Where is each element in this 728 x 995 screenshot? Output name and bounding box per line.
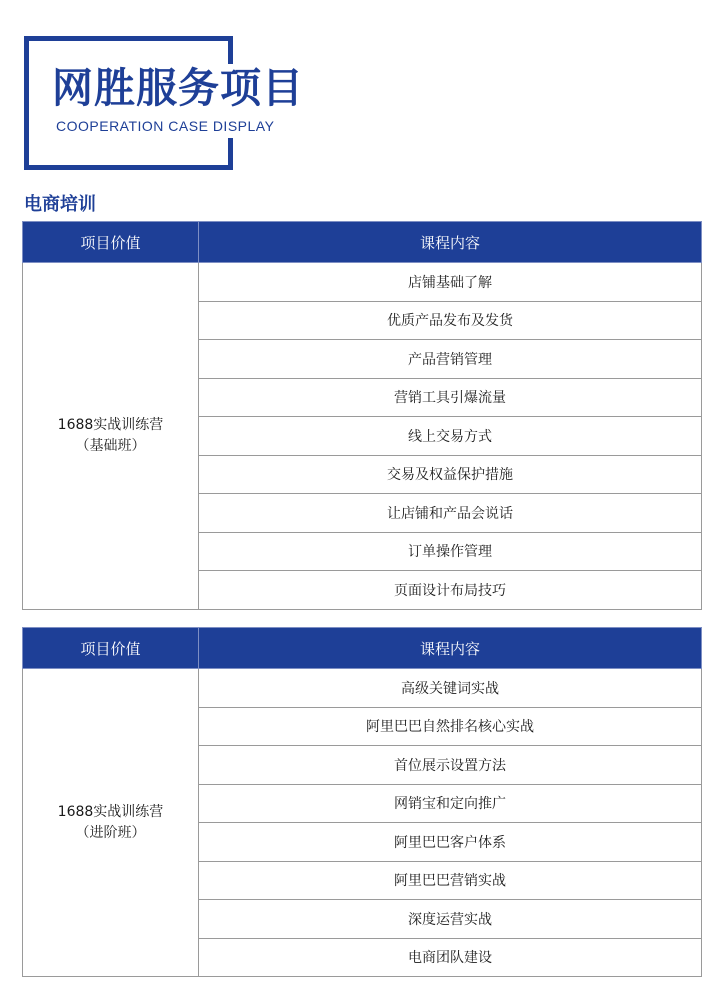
course-item: 店铺基础了解: [199, 263, 702, 302]
course-item: 电商团队建设: [199, 938, 702, 977]
page-title: 网胜服务项目: [52, 64, 304, 112]
table-header-row: [23, 222, 702, 263]
course-table-basic: [22, 221, 702, 610]
course-item: 阿里巴巴营销实战: [199, 861, 702, 900]
course-item: 线上交易方式: [199, 417, 702, 456]
course-item: 订单操作管理: [199, 532, 702, 571]
course-item: 交易及权益保护措施: [199, 455, 702, 494]
course-item: 让店铺和产品会说话: [199, 494, 702, 533]
course-item: 页面设计布局技巧: [199, 571, 702, 610]
program-level: （基础班）: [75, 437, 146, 454]
section-title: 电商培训: [24, 194, 96, 215]
course-item: 高级关键词实战: [199, 669, 702, 708]
program-name-cell: [23, 263, 199, 610]
course-item: 产品营销管理: [199, 340, 702, 379]
course-item: 首位展示设置方法: [199, 746, 702, 785]
program-name: 1688实战训练营: [57, 416, 164, 433]
course-item: 优质产品发布及发货: [199, 301, 702, 340]
header-content: 课程内容: [199, 628, 702, 669]
course-item: 网销宝和定向推广: [199, 784, 702, 823]
header-value: 项目价值: [23, 222, 199, 263]
title-frame-corner-bottom: [228, 138, 233, 170]
course-item: 深度运营实战: [199, 900, 702, 939]
header-value: 项目价值: [23, 628, 199, 669]
course-item: 阿里巴巴客户体系: [199, 823, 702, 862]
header-content: 课程内容: [199, 222, 702, 263]
table-row: [23, 263, 702, 302]
table-header-row: [23, 628, 702, 669]
course-item: 营销工具引爆流量: [199, 378, 702, 417]
title-frame-corner-top: [228, 36, 233, 64]
program-level: （进阶班）: [75, 824, 146, 841]
table-row: [23, 669, 702, 708]
program-name: 1688实战训练营: [57, 803, 164, 820]
page-subtitle: COOPERATION CASE DISPLAY: [56, 118, 275, 134]
course-item: 阿里巴巴自然排名核心实战: [199, 707, 702, 746]
course-table-advanced: [22, 627, 702, 977]
program-name-cell: [23, 669, 199, 977]
